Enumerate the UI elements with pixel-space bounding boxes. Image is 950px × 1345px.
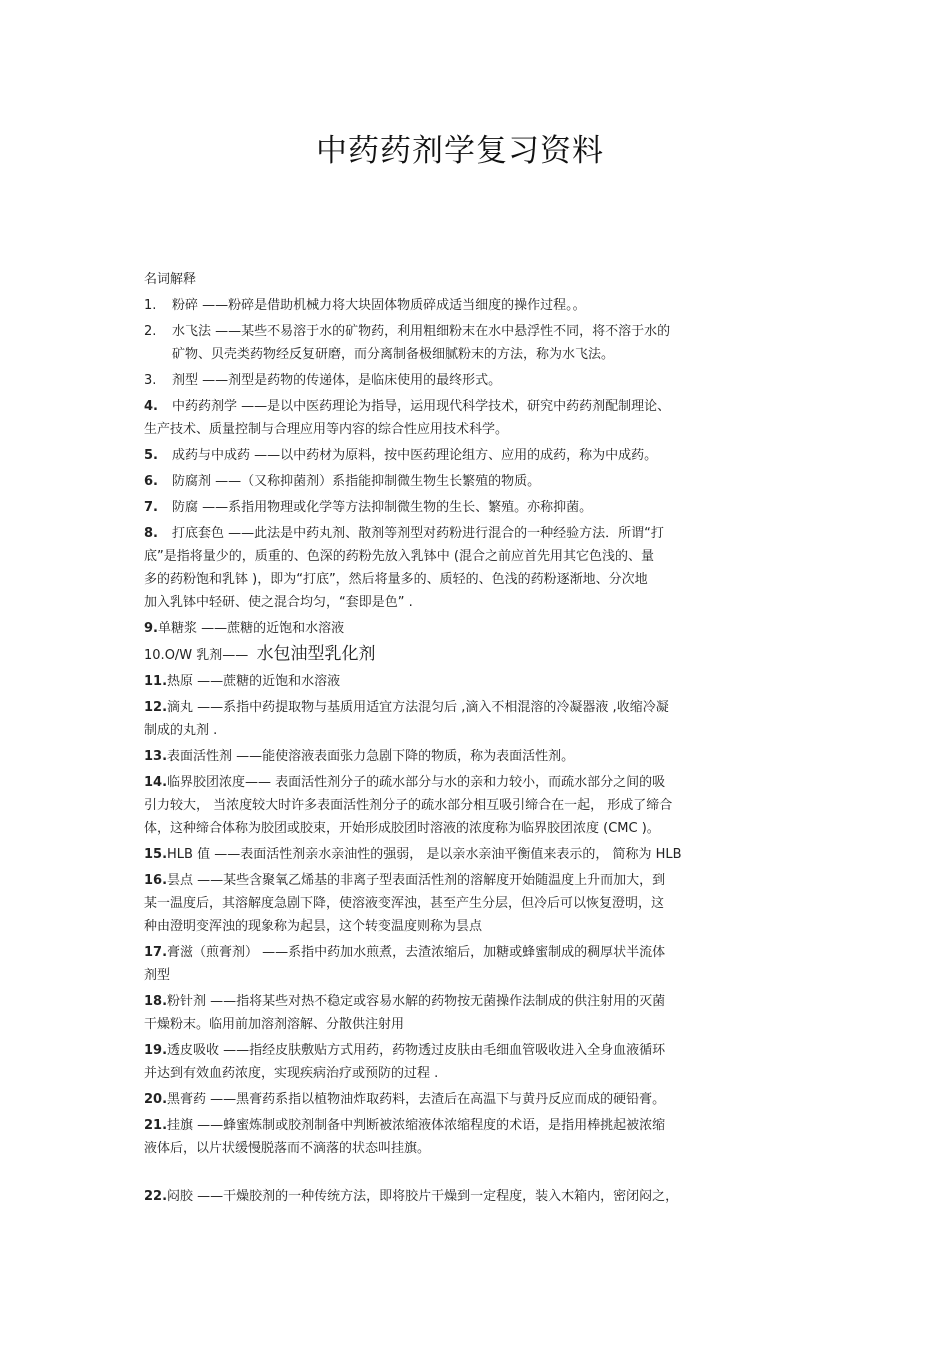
term-entry xyxy=(144,444,814,467)
entry-number: 2. xyxy=(144,324,157,339)
term-entry xyxy=(144,395,814,441)
entry-number: 8. xyxy=(144,526,158,541)
entry-number: 21. xyxy=(144,1118,168,1133)
entry-text: 中药药剂学 ——是以中医药理论为指导，运用现代科学技术，研究中药药剂配制理论、 xyxy=(172,399,671,414)
entry-text: 防腐 ——系指用物理或化学等方法抑制微生物的生长、繁殖。亦称抑菌。 xyxy=(172,500,593,515)
entry-number: 17. xyxy=(144,945,168,960)
entry-number: 4. xyxy=(144,399,158,414)
entry-number: 13. xyxy=(144,749,168,764)
entry-number: 9. xyxy=(144,621,158,636)
entry-text: 热原 ——蔗糖的近饱和水溶液 xyxy=(167,674,341,689)
entry-number: 14. xyxy=(144,775,168,790)
term-entry xyxy=(144,617,814,640)
term-entry xyxy=(144,771,814,840)
term-entry xyxy=(144,1039,814,1085)
entry-number: 1. xyxy=(144,298,157,313)
term-entry xyxy=(144,369,814,392)
entry-number: 3. xyxy=(144,373,157,388)
page-title: 中药药剂学复习资料 xyxy=(316,133,604,169)
entry-text: 滴丸 ——系指中药提取物与基质用适宜方法混匀后 ,滴入不相混溶的冷凝器液 ,收缩冷凝 xyxy=(167,700,669,715)
term-entry xyxy=(144,1185,814,1208)
entry-text: 单糖浆 ——蔗糖的近饱和水溶液 xyxy=(157,621,345,636)
entry-text: 剂型 ——剂型是药物的传递体，是临床使用的最终形式。 xyxy=(172,373,502,388)
spacer xyxy=(144,1163,814,1185)
term-entry xyxy=(144,496,814,519)
entry-text: 矿物、贝壳类药物经反复研磨，而分离制备极细腻粉末的方法，称为水飞法。 xyxy=(172,347,615,362)
entry-number: 15. xyxy=(144,847,168,862)
entry-text: 粉针剂 ——指将某些对热不稳定或容易水解的药物按无菌操作法制成的供注射用的灭菌 xyxy=(167,994,666,1009)
entry-text: 液体后，以片状缓慢脱落而不滴落的状态叫挂旗。 xyxy=(144,1141,431,1156)
entry-text: 引力较大， 当浓度较大时许多表面活性剂分子的疏水部分相互吸引缔合在一起， 形成了缔合 xyxy=(144,798,673,813)
entry-number: 19. xyxy=(144,1043,168,1058)
term-entry xyxy=(144,990,814,1036)
entry-number: 7. xyxy=(144,500,158,515)
term-entry xyxy=(144,470,814,493)
entry-text: 挂旗 ——蜂蜜炼制或胶剂制备中判断被浓缩液体浓缩程度的术语，是指用棒挑起被浓缩 xyxy=(167,1118,666,1133)
term-entry xyxy=(144,522,814,614)
entry-text: 多的药粉饱和乳钵 )，即为“打底”，然后将量多的、质轻的、色浅的药粉逐渐地、分次地 xyxy=(144,572,648,587)
entry-text: 制成的丸剂 . xyxy=(144,723,218,738)
term-entry xyxy=(144,1114,814,1160)
entry-text: 闷胶 ——干燥胶剂的一种传统方法，即将胶片干燥到一定程度，装入木箱内，密闭闷之， xyxy=(167,1189,679,1204)
entry-text: 粉碎 ——粉碎是借助机械力将大块固体物质碎成适当细度的操作过程。。 xyxy=(172,298,586,313)
entry-text: 水飞法 ——某些不易溶于水的矿物药，利用粗细粉末在水中悬浮性不同，将不溶于水的 xyxy=(172,324,671,339)
entry-number: 12. xyxy=(144,700,168,715)
entry-text: 透皮吸收 ——指经皮肤敷贴方式用药，药物透过皮肤由毛细血管吸收进入全身血液循环 xyxy=(167,1043,666,1058)
entry-definition: 水包油型乳化剂 xyxy=(256,644,376,664)
entry-text: 某一温度后，其溶解度急剧下降，使溶液变浑浊，甚至产生分层，但冷后可以恢复澄明，这 xyxy=(144,896,665,911)
entry-text: 种由澄明变浑浊的现象称为起昙，这个转变温度则称为昙点 xyxy=(144,919,483,934)
entry-text: 成药与中成药 ——以中药材为原料，按中医药理论组方、应用的成药，称为中成药。 xyxy=(172,448,658,463)
term-entry xyxy=(144,869,814,938)
entry-text: 干燥粉末。临用前加溶剂溶解、分散供注射用 xyxy=(144,1017,405,1032)
entry-text: 加入乳钵中轻研、使之混合均匀，“套即是色” . xyxy=(144,595,413,610)
term-entry xyxy=(144,643,814,667)
entry-number: 5. xyxy=(144,448,158,463)
entry-text: 防腐剂 ——（又称抑菌剂）系指能抑制微生物生长繁殖的物质。 xyxy=(172,474,541,489)
entry-number: 18. xyxy=(144,994,168,1009)
term-entry xyxy=(144,320,814,366)
term-list xyxy=(144,294,814,1211)
entry-number: 10. xyxy=(144,648,165,663)
section-heading: 名词解释 xyxy=(144,272,197,287)
entry-number: 16. xyxy=(144,873,168,888)
entry-text: 生产技术、质量控制与合理应用等内容的综合性应用技术科学。 xyxy=(144,422,509,437)
term-entry xyxy=(144,670,814,693)
entry-text: 临界胶团浓度—— 表面活性剂分子的疏水部分与水的亲和力较小，而疏水部分之间的吸 xyxy=(167,775,666,790)
entry-text: 昙点 ——某些含聚氧乙烯基的非离子型表面活性剂的溶解度开始随温度上升而加大，到 xyxy=(167,873,666,888)
entry-number: 22. xyxy=(144,1189,168,1204)
entry-number: 20. xyxy=(144,1092,168,1107)
entry-text: 膏滋（煎膏剂） ——系指中药加水煎煮，去渣浓缩后，加糖或蜂蜜制成的稠厚状半流体 xyxy=(167,945,666,960)
entry-text: 体，这种缔合体称为胶团或胶束，开始形成胶团时溶液的浓度称为临界胶团浓度 (CMC )。 xyxy=(144,821,660,836)
term-entry xyxy=(144,294,814,317)
entry-text: 底”是指将量少的，质重的、色深的药粉先放入乳钵中 (混合之前应首先用其它色浅的、量 xyxy=(144,549,654,564)
entry-text: 黑膏药 ——黑膏药系指以植物油炸取药料，去渣后在高温下与黄丹反应而成的硬铅膏。 xyxy=(167,1092,666,1107)
term-entry xyxy=(144,696,814,742)
entry-text: 表面活性剂 ——能使溶液表面张力急剧下降的物质，称为表面活性剂。 xyxy=(167,749,575,764)
term-entry xyxy=(144,1088,814,1111)
entry-text: 并达到有效血药浓度，实现疾病治疗或预防的过程 . xyxy=(144,1066,439,1081)
term-entry xyxy=(144,745,814,768)
entry-text: 剂型 xyxy=(144,968,171,983)
entry-text: HLB 值 ——表面活性剂亲水亲油性的强弱， 是以亲水亲油平衡值来表示的， 简称为 HLB xyxy=(167,847,682,862)
term-entry xyxy=(144,941,814,987)
term-entry xyxy=(144,843,814,866)
entry-text: O/W 乳剂—— xyxy=(164,648,249,663)
entry-text: 打底套色 ——此法是中药丸剂、散剂等剂型对药粉进行混合的一种经验方法．所谓“打 xyxy=(172,526,664,541)
entry-number: 6. xyxy=(144,474,158,489)
entry-number: 11. xyxy=(144,674,168,689)
